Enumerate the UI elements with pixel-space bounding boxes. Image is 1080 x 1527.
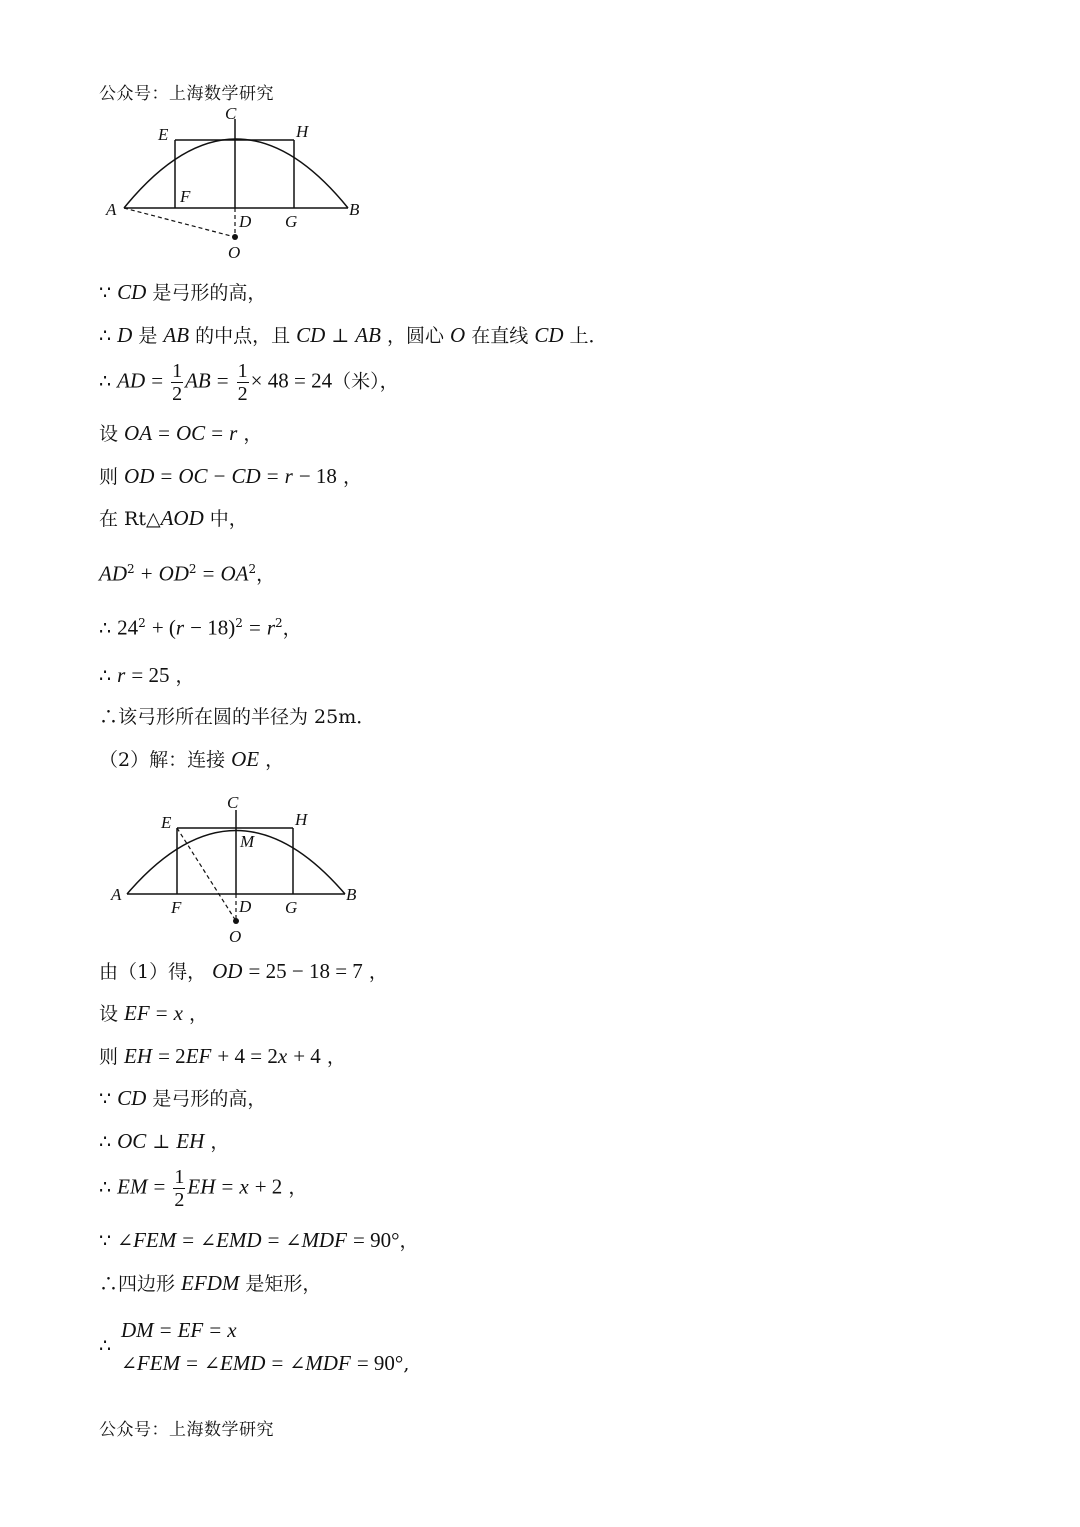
label-h-1: H (296, 122, 309, 141)
label-e-1: E (158, 125, 169, 144)
line-11: （2）解：连接 OE ， (99, 747, 285, 771)
line-15: ∵ CD 是弓形的高， (99, 1086, 267, 1110)
arc-1 (124, 139, 348, 208)
diagram-2 (100, 790, 380, 950)
label-a-2: A (111, 885, 122, 904)
label-d-1: D (239, 212, 252, 231)
label-o-2: O (229, 927, 242, 946)
line-6: 在 Rt△AOD 中， (99, 506, 248, 530)
label-a-1: A (106, 200, 117, 219)
label-g-2: G (285, 898, 298, 917)
diagram-1 (100, 100, 380, 265)
line-20a: DM = EF = x (121, 1318, 237, 1342)
label-f-2: F (171, 898, 182, 917)
line-13: 设 EF = x ， (99, 1001, 209, 1025)
line-19: ∴四边形 EFDM 是矩形， (99, 1271, 322, 1295)
line-7: $AD^2 + OD^2 = OA^2$， (99, 561, 276, 586)
line-2: ∴ D 是 AB 的中点，且 CD ⊥ AB ，圆心 O 在直线 CD 上． (99, 323, 608, 347)
page-footer: 公众号：上海数学研究 (99, 1420, 274, 1440)
label-f-1: F (180, 187, 191, 206)
label-b-2: B (346, 885, 357, 904)
center-point-o-1 (232, 234, 238, 240)
line-20-therefore: ∴ (99, 1335, 112, 1357)
dashed-ao-1 (124, 208, 235, 237)
line-8: ∴ $24^2 + (r - 18)^2 = r^2$， (99, 615, 302, 640)
page-header: 公众号：上海数学研究 (99, 84, 274, 104)
label-e-2: E (161, 813, 172, 832)
line-4: 设 OA = OC = r ， (99, 421, 263, 445)
label-m-2: M (240, 832, 255, 851)
label-g-1: G (285, 212, 298, 231)
label-o-1: O (228, 243, 241, 262)
label-d-2: D (239, 897, 252, 916)
line-20b: ∠FEM = ∠EMD = ∠MDF = 90°, (121, 1351, 410, 1375)
label-b-1: B (349, 200, 360, 219)
line-9: ∴ r = 25 ， (99, 663, 195, 687)
label-c-2: C (227, 793, 239, 812)
line-16: ∴ OC ⊥ EH ， (99, 1129, 230, 1153)
line-12: 由（1）得， OD = 25 − 18 = 7 ， (99, 959, 388, 983)
dashed-eo-2 (177, 828, 236, 921)
line-14: 则 EH = 2EF + 4 = 2x + 4 ， (99, 1044, 346, 1068)
line-5: 则 OD = OC − CD = r − 18 ， (99, 464, 362, 488)
line-1: ∵ CD 是弓形的高， (99, 280, 267, 304)
line-10: ∴该弓形所在圆的半径为 25m． (99, 706, 376, 728)
line-17: ∴ EM = $\frac{1}{2}$ EH = x + 2 ， (99, 1166, 308, 1211)
line-3: ∴ AD = $\frac{1}{2}$ AB = $\frac{1}{2}$ × 48 = 24（米）， (99, 360, 399, 405)
label-h-2: H (295, 810, 308, 829)
line-18: ∵ ∠FEM = ∠EMD = ∠MDF = 90°， (99, 1228, 419, 1252)
label-c-1: C (225, 104, 237, 123)
center-point-o-2 (233, 918, 239, 924)
